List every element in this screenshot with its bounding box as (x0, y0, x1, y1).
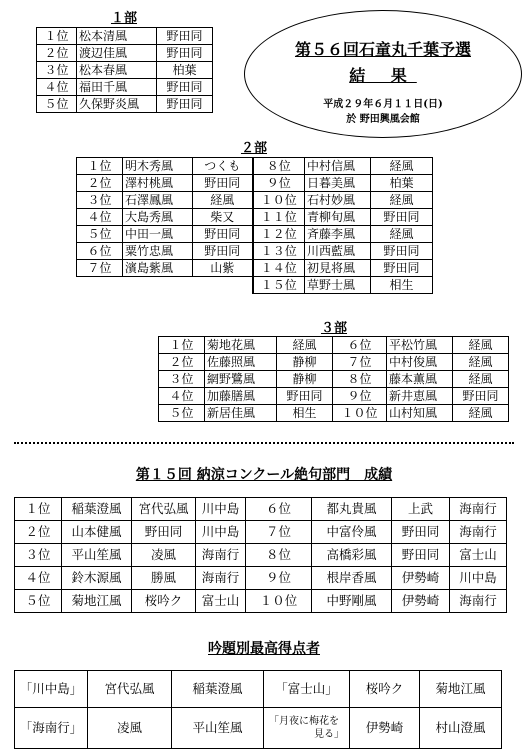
table-cell: 川中島 (450, 567, 507, 590)
poem-title: 「川中島」 (15, 671, 88, 708)
best-name: 凌風 (88, 708, 172, 749)
division1-row (37, 28, 213, 45)
table-cell: 青柳旬風 (305, 209, 371, 226)
table-cell: ６位 (77, 243, 123, 260)
table-cell: 明木秀風 (123, 158, 193, 175)
division3-table (158, 336, 509, 422)
table-cell: 中富伶風 (312, 521, 392, 544)
table-cell: 野田同 (157, 28, 213, 45)
division1-row (37, 96, 213, 113)
best-row (15, 708, 502, 749)
poem-title-two-line (264, 708, 350, 749)
contest-title: 第１５回 納涼コンクール絶句部門 成績 (135, 467, 393, 483)
table-cell: ２位 (77, 175, 123, 192)
best-title: 吟題別最高得点者 (208, 641, 320, 657)
table-cell: 川西藍風 (305, 243, 371, 260)
table-cell: 経風 (371, 226, 433, 243)
table-cell: 日暮美風 (305, 175, 371, 192)
table-cell: ３位 (15, 544, 62, 567)
table-cell: 凌風 (132, 544, 196, 567)
best-name: 宮代弘風 (88, 671, 172, 708)
table-cell: 野田同 (392, 521, 450, 544)
division2-row (77, 158, 433, 175)
table-cell: 中村信風 (305, 158, 371, 175)
table-cell: 大島秀風 (123, 209, 193, 226)
table-cell: 野田同 (371, 260, 433, 277)
table-cell: 経風 (371, 192, 433, 209)
poem-title-line2: 見る」 (314, 729, 344, 740)
table-cell: 経風 (277, 337, 333, 354)
table-cell: 野田同 (157, 45, 213, 62)
best-table (14, 670, 502, 749)
table-cell: 澤村桃風 (123, 175, 193, 192)
table-cell: 経風 (193, 192, 253, 209)
table-cell: ２位 (15, 521, 62, 544)
table-cell: 静柳 (277, 354, 333, 371)
table-cell: 富士山 (450, 544, 507, 567)
table-cell: 野田同 (193, 226, 253, 243)
table-cell: ４位 (159, 388, 205, 405)
table-cell: １位 (77, 158, 123, 175)
table-cell: 相生 (371, 277, 433, 294)
table-cell: １４位 (253, 260, 305, 277)
table-cell: 経風 (453, 337, 509, 354)
table-cell: 平松竹風 (387, 337, 453, 354)
event-title: 第５６回石童丸千葉予選 (294, 40, 471, 59)
best-name: 稲葉澄風 (172, 671, 264, 708)
table-cell: 藤本薫風 (387, 371, 453, 388)
table-cell: 野田同 (453, 388, 509, 405)
table-cell: 石村妙風 (305, 192, 371, 209)
table-cell: １３位 (253, 243, 305, 260)
table-cell (123, 277, 193, 294)
table-cell: １５位 (253, 277, 305, 294)
division2-title: ２部 (240, 141, 267, 156)
table-cell: ３位 (77, 192, 123, 209)
table-cell: ８位 (253, 158, 305, 175)
table-cell: 渡辺佳風 (77, 45, 157, 62)
division3-row (159, 354, 509, 371)
table-cell: １０位 (253, 192, 305, 209)
table-cell: 野田同 (371, 243, 433, 260)
division2-row (77, 277, 433, 294)
division1-row (37, 45, 213, 62)
table-cell: 山紫 (193, 260, 253, 277)
table-cell: ５位 (77, 226, 123, 243)
contest-row (15, 590, 507, 613)
table-cell: 高橋彩風 (312, 544, 392, 567)
division2-row (77, 209, 433, 226)
contest-row (15, 544, 507, 567)
table-cell: 桜吟ク (132, 590, 196, 613)
table-cell: ５位 (159, 405, 205, 422)
table-cell: 川中島 (196, 498, 246, 521)
table-cell: 上武 (392, 498, 450, 521)
table-cell: 野田同 (157, 96, 213, 113)
poem-title: 「海南行」 (15, 708, 88, 749)
table-cell: 経風 (371, 158, 433, 175)
table-cell: 静柳 (277, 371, 333, 388)
division2-row (77, 226, 433, 243)
table-cell: ７位 (77, 260, 123, 277)
table-cell: ８位 (333, 371, 387, 388)
best-name: 伊勢崎 (350, 708, 420, 749)
table-cell: 野田同 (132, 521, 196, 544)
table-cell: ９位 (333, 388, 387, 405)
table-cell: 野田同 (157, 79, 213, 96)
table-cell: 海南行 (450, 521, 507, 544)
event-oval (244, 10, 522, 138)
contest-row (15, 567, 507, 590)
table-cell: 伊勢崎 (392, 590, 450, 613)
dotted-divider (14, 442, 514, 444)
table-cell: 濱島紫風 (123, 260, 193, 277)
table-cell: 宮代弘風 (132, 498, 196, 521)
table-cell: １位 (159, 337, 205, 354)
table-cell: ４位 (15, 567, 62, 590)
table-cell: １０位 (246, 590, 312, 613)
table-cell: ９位 (253, 175, 305, 192)
table-cell: ５位 (15, 590, 62, 613)
event-subtitle: 結 果 (349, 66, 417, 85)
division1-row (37, 79, 213, 96)
table-cell: 経風 (453, 371, 509, 388)
table-cell: １０位 (333, 405, 387, 422)
table-cell: １位 (37, 28, 77, 45)
best-name: 菊地江風 (420, 671, 502, 708)
table-cell: 経風 (453, 405, 509, 422)
division2-row (77, 175, 433, 192)
table-cell: ４位 (37, 79, 77, 96)
table-cell: 佐藤照風 (205, 354, 277, 371)
event-date: 平成２９年６月１１日(日) (323, 99, 443, 110)
table-cell: 富士山 (196, 590, 246, 613)
table-cell: 野田同 (371, 209, 433, 226)
table-cell: 松本清風 (77, 28, 157, 45)
best-name: 平山笙風 (172, 708, 264, 749)
table-cell: 山本健風 (62, 521, 132, 544)
table-cell: つくも (193, 158, 253, 175)
table-cell: ６位 (246, 498, 312, 521)
poem-title-line1: 「月夜に梅花を (269, 716, 339, 727)
table-cell: 斉藤李風 (305, 226, 371, 243)
best-name: 村山澄風 (420, 708, 502, 749)
division2-row (77, 243, 433, 260)
table-cell: 中田一風 (123, 226, 193, 243)
table-cell: 加藤膳風 (205, 388, 277, 405)
event-venue: 於 野田興風会館 (346, 114, 420, 125)
table-cell: 柏葉 (157, 62, 213, 79)
division2-row (77, 192, 433, 209)
table-cell: 海南行 (450, 498, 507, 521)
table-cell: ９位 (246, 567, 312, 590)
best-name: 桜吟ク (350, 671, 420, 708)
table-cell: 根岸香風 (312, 567, 392, 590)
table-cell: 新居佳風 (205, 405, 277, 422)
contest-row (15, 521, 507, 544)
table-cell: 勝風 (132, 567, 196, 590)
table-cell: 菊地花風 (205, 337, 277, 354)
table-cell: 中野剛風 (312, 590, 392, 613)
contest-table (14, 497, 507, 613)
table-cell: 柏葉 (371, 175, 433, 192)
table-cell: 野田同 (277, 388, 333, 405)
table-cell: ２位 (159, 354, 205, 371)
division1-table (36, 27, 213, 113)
division1-title: １部 (110, 11, 137, 26)
table-cell: 平山笙風 (62, 544, 132, 567)
division1-row (37, 62, 213, 79)
division3-row (159, 388, 509, 405)
contest-row (15, 498, 507, 521)
division2-table (76, 157, 433, 294)
table-cell: １位 (15, 498, 62, 521)
table-cell: ４位 (77, 209, 123, 226)
table-cell: 海南行 (196, 567, 246, 590)
table-cell (77, 277, 123, 294)
table-cell: 石澤鳳風 (123, 192, 193, 209)
table-cell: 野田同 (193, 175, 253, 192)
table-cell: 福田千風 (77, 79, 157, 96)
table-cell: 伊勢崎 (392, 567, 450, 590)
table-cell: 経風 (453, 354, 509, 371)
table-cell: 稲葉澄風 (62, 498, 132, 521)
table-cell: 新井恵風 (387, 388, 453, 405)
table-cell: ３位 (37, 62, 77, 79)
division3-row (159, 337, 509, 354)
table-cell: 久保野炎風 (77, 96, 157, 113)
table-cell: 粟竹忠風 (123, 243, 193, 260)
poem-title: 「富士山」 (264, 671, 350, 708)
table-cell: ８位 (246, 544, 312, 567)
table-cell: ７位 (246, 521, 312, 544)
table-cell: １２位 (253, 226, 305, 243)
table-cell: 松本春風 (77, 62, 157, 79)
table-cell: 海南行 (196, 544, 246, 567)
table-cell (193, 277, 253, 294)
best-row (15, 671, 502, 708)
table-cell: １１位 (253, 209, 305, 226)
division3-row (159, 371, 509, 388)
table-cell: ２位 (37, 45, 77, 62)
table-cell: 相生 (277, 405, 333, 422)
table-cell: 野田同 (193, 243, 253, 260)
table-cell: 柴又 (193, 209, 253, 226)
table-cell: ３位 (159, 371, 205, 388)
table-cell: 野田同 (392, 544, 450, 567)
table-cell: 川中島 (196, 521, 246, 544)
table-cell: 草野士風 (305, 277, 371, 294)
table-cell: 山村知風 (387, 405, 453, 422)
table-cell: 菊地江風 (62, 590, 132, 613)
division2-row (77, 260, 433, 277)
table-cell: 初見将風 (305, 260, 371, 277)
table-cell: 都丸貴風 (312, 498, 392, 521)
table-cell: ７位 (333, 354, 387, 371)
table-cell: ６位 (333, 337, 387, 354)
table-cell: 中村俊風 (387, 354, 453, 371)
table-cell: 海南行 (450, 590, 507, 613)
table-cell: ５位 (37, 96, 77, 113)
table-cell: 鈴木源風 (62, 567, 132, 590)
division3-row (159, 405, 509, 422)
table-cell: 網野鷺風 (205, 371, 277, 388)
division3-title: ３部 (320, 321, 347, 336)
